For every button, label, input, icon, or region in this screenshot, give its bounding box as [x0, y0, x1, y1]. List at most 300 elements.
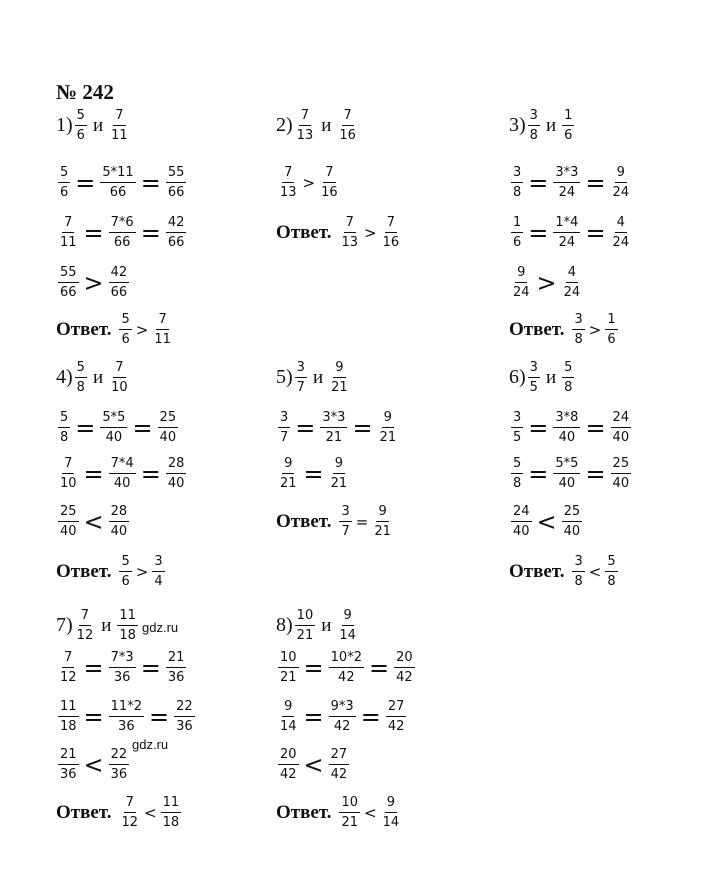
fraction-denominator: 42 — [338, 670, 355, 685]
fraction-denominator: 36 — [176, 719, 193, 734]
fraction-numerator: 22 — [109, 747, 130, 765]
fraction — [329, 650, 364, 685]
comparison-sign: = — [303, 459, 324, 488]
fraction-numerator: 22 — [174, 699, 195, 717]
fraction-numerator: 7 — [62, 215, 74, 233]
comparison-sign: = — [355, 512, 369, 531]
fraction-denominator: 21 — [374, 524, 391, 539]
fraction-numerator: 10 — [339, 795, 360, 813]
comparison-sign: > — [135, 562, 149, 581]
fraction-denominator: 8 — [513, 476, 522, 491]
fraction-numerator: 25 — [562, 504, 583, 522]
fraction-numerator: 4 — [615, 215, 627, 233]
problem-number: 2) — [276, 114, 293, 136]
fraction — [152, 554, 164, 589]
operator-sign: = — [528, 413, 549, 442]
fraction-denominator: 14 — [280, 719, 297, 734]
operator-sign: = — [148, 702, 170, 731]
problem-number: 5) — [276, 366, 293, 388]
answer-row-p3 — [509, 312, 620, 347]
fraction-denominator: 12 — [76, 628, 94, 643]
fraction — [100, 410, 127, 445]
fraction-denominator: 5 — [529, 380, 538, 395]
reduction-row-p8 — [276, 650, 417, 685]
fraction-numerator: 42 — [109, 265, 130, 283]
comparison-sign: < — [588, 562, 602, 581]
fraction-denominator: 16 — [339, 128, 356, 143]
fraction — [528, 108, 540, 143]
fraction-denominator: 21 — [280, 670, 297, 685]
operator-sign: = — [83, 702, 104, 731]
page-title: № 242 — [56, 80, 114, 104]
fraction — [562, 360, 574, 395]
fraction — [109, 108, 130, 143]
problem-number: 6) — [509, 366, 526, 388]
fraction-numerator: 7 — [156, 312, 168, 330]
fraction-denominator: 66 — [109, 185, 127, 200]
fraction-denominator: 7 — [280, 430, 289, 445]
fraction — [119, 312, 131, 347]
fraction-numerator: 24 — [611, 410, 632, 428]
fraction — [319, 165, 340, 200]
fraction — [562, 265, 583, 300]
fraction — [553, 215, 580, 250]
fraction-numerator: 1*4 — [553, 215, 580, 233]
answer-row-p6 — [509, 554, 620, 589]
comparison-row-p8 — [276, 747, 351, 782]
fraction-denominator: 42 — [387, 719, 405, 734]
fraction-denominator: 4 — [154, 574, 163, 589]
fraction-denominator: 12 — [121, 815, 139, 830]
answer-row-p8 — [276, 795, 403, 830]
comparison-sign: < — [536, 507, 557, 536]
fraction-denominator: 66 — [167, 185, 185, 200]
fraction-numerator: 7*6 — [109, 215, 136, 233]
fraction — [511, 215, 523, 250]
fraction-numerator: 7*3 — [109, 650, 136, 668]
fraction-denominator: 66 — [113, 235, 131, 250]
fraction — [109, 747, 130, 782]
reduction-row-p3 — [509, 165, 633, 200]
problem-header-p4 — [56, 360, 132, 395]
comparison-sign: > — [536, 268, 557, 297]
fraction-denominator: 16 — [321, 185, 338, 200]
fraction-denominator: 40 — [105, 430, 123, 445]
comparison-sign: > — [588, 320, 602, 339]
fraction — [329, 360, 350, 395]
fraction-denominator: 6 — [564, 128, 573, 143]
fraction — [109, 456, 136, 491]
fraction-numerator: 7 — [282, 165, 294, 183]
fraction-denominator: 6 — [121, 574, 130, 589]
operator-sign: = — [352, 413, 373, 442]
fraction-numerator: 5 — [75, 108, 87, 126]
problem-header-p8 — [276, 608, 360, 643]
fraction-numerator: 7 — [299, 108, 311, 126]
fraction — [119, 795, 140, 830]
fraction — [511, 265, 532, 300]
fraction — [572, 312, 584, 347]
comparison-row-p1 — [56, 265, 131, 300]
comparison-sign: < — [83, 750, 104, 779]
fraction-numerator: 27 — [386, 699, 407, 717]
operator-sign: = — [140, 168, 161, 197]
fraction — [58, 165, 70, 200]
fraction-numerator: 9 — [282, 456, 294, 474]
fraction — [329, 456, 350, 491]
fraction — [381, 795, 402, 830]
fraction — [58, 456, 79, 491]
fraction — [386, 699, 407, 734]
fraction-denominator: 42 — [330, 767, 348, 782]
comparison-row-p4 — [56, 504, 131, 539]
fraction-denominator: 36 — [60, 767, 77, 782]
reduction-row-p3 — [509, 215, 633, 250]
fraction-numerator: 11 — [117, 608, 138, 626]
fraction-denominator: 8 — [574, 574, 583, 589]
fraction-numerator: 42 — [166, 215, 187, 233]
fraction — [166, 456, 187, 491]
fraction — [381, 215, 402, 250]
fraction-denominator: 21 — [330, 476, 348, 491]
operator-sign: = — [303, 653, 324, 682]
fraction — [166, 215, 187, 250]
fraction — [295, 360, 307, 395]
reduction-row-p1 — [56, 215, 188, 250]
watermark: gdz.ru — [142, 620, 179, 635]
fraction-denominator: 18 — [119, 628, 136, 643]
fraction-denominator: 13 — [280, 185, 297, 200]
fraction — [58, 504, 79, 539]
fraction — [337, 608, 358, 643]
fraction-numerator: 5 — [119, 554, 131, 572]
fraction — [278, 747, 299, 782]
fraction — [58, 699, 79, 734]
fraction-denominator: 6 — [513, 235, 522, 250]
fraction-numerator: 9 — [333, 360, 345, 378]
fraction — [109, 504, 130, 539]
fraction-denominator: 40 — [110, 524, 128, 539]
fraction-numerator: 7 — [323, 165, 335, 183]
operator-sign: = — [140, 459, 161, 488]
fraction-denominator: 8 — [529, 128, 538, 143]
fraction-denominator: 21 — [379, 430, 397, 445]
fraction — [553, 456, 580, 491]
fraction — [339, 215, 360, 250]
fraction-denominator: 12 — [60, 670, 77, 685]
fraction-denominator: 24 — [513, 285, 530, 300]
fraction — [109, 360, 130, 395]
comparison-row-p6 — [509, 504, 584, 539]
fraction-numerator: 7 — [62, 650, 74, 668]
fraction-numerator: 7 — [385, 215, 397, 233]
fraction — [339, 504, 351, 539]
comparison-row-p2 — [276, 165, 342, 200]
operator-sign: = — [295, 413, 316, 442]
comparison-row-p7 — [56, 747, 131, 782]
operator-sign: = — [83, 218, 104, 247]
operator-sign: = — [303, 702, 324, 731]
problem-header-p7 — [56, 608, 140, 643]
fraction-numerator: 24 — [511, 504, 532, 522]
fraction-numerator: 21 — [166, 650, 187, 668]
conjunction-and: и — [321, 614, 332, 636]
fraction-numerator: 3 — [572, 312, 584, 330]
fraction-denominator: 42 — [280, 767, 297, 782]
comparison-sign: > — [83, 268, 104, 297]
fraction-numerator: 9 — [282, 699, 294, 717]
fraction — [166, 165, 187, 200]
fraction — [562, 108, 574, 143]
comparison-sign: < — [303, 750, 324, 779]
fraction-numerator: 7 — [113, 360, 125, 378]
fraction — [278, 456, 299, 491]
problem-number: 1) — [56, 114, 73, 136]
fraction-numerator: 3 — [339, 504, 351, 522]
fraction — [605, 554, 617, 589]
fraction-numerator: 10*2 — [329, 650, 364, 668]
answer-label: Ответ. — [276, 510, 332, 532]
fraction — [511, 165, 523, 200]
answer-row-p2 — [276, 215, 403, 250]
comparison-sign: > — [364, 223, 377, 242]
fraction — [329, 747, 350, 782]
comparison-sign: < — [144, 803, 157, 822]
fraction — [295, 608, 316, 643]
operator-sign: = — [360, 702, 381, 731]
fraction-numerator: 5*5 — [100, 410, 127, 428]
fraction-denominator: 6 — [121, 332, 130, 347]
reduction-row-p6 — [509, 456, 633, 491]
comparison-row-p5 — [276, 456, 351, 491]
fraction-numerator: 1 — [562, 108, 574, 126]
fraction — [109, 215, 136, 250]
comparison-sign: > — [302, 173, 316, 192]
fraction — [562, 504, 583, 539]
fraction-denominator: 13 — [296, 128, 314, 143]
comparison-row-p3 — [509, 265, 584, 300]
fraction-numerator: 7 — [62, 456, 74, 474]
operator-sign: = — [585, 218, 606, 247]
fraction-denominator: 40 — [558, 430, 576, 445]
fraction — [58, 747, 79, 782]
fraction-numerator: 7 — [344, 215, 356, 233]
conjunction-and: и — [321, 114, 332, 136]
fraction — [58, 650, 79, 685]
fraction-denominator: 6 — [60, 185, 69, 200]
fraction — [278, 650, 299, 685]
conjunction-and: и — [545, 366, 557, 388]
fraction-numerator: 10 — [295, 608, 316, 626]
fraction-denominator: 24 — [558, 235, 576, 250]
fraction-numerator: 9 — [333, 456, 345, 474]
fraction-denominator: 10 — [111, 380, 128, 395]
fraction-numerator: 3 — [295, 360, 307, 378]
operator-sign: = — [83, 459, 104, 488]
fraction-denominator: 6 — [76, 128, 85, 143]
fraction — [109, 699, 144, 734]
fraction-numerator: 9 — [385, 795, 397, 813]
fraction-denominator: 40 — [612, 430, 630, 445]
fraction-denominator: 40 — [167, 476, 185, 491]
fraction-numerator: 11 — [58, 699, 79, 717]
reduction-row-p4 — [56, 456, 188, 491]
fraction-denominator: 40 — [113, 476, 131, 491]
fraction — [152, 312, 173, 347]
fraction-denominator: 18 — [162, 815, 180, 830]
operator-sign: = — [528, 459, 549, 488]
fraction-denominator: 40 — [159, 430, 177, 445]
fraction — [278, 699, 299, 734]
problem-number: 3) — [509, 114, 526, 136]
fraction — [75, 608, 96, 643]
reduction-row-p8 — [276, 699, 408, 734]
conjunction-and: и — [312, 366, 324, 388]
fraction — [611, 456, 632, 491]
operator-sign: = — [140, 218, 161, 247]
problem-number: 7) — [56, 614, 73, 636]
reduction-row-p7 — [56, 699, 197, 734]
fraction-denominator: 11 — [111, 128, 128, 143]
fraction-numerator: 5 — [58, 165, 70, 183]
fraction-denominator: 14 — [382, 815, 400, 830]
fraction — [119, 554, 131, 589]
fraction-numerator: 3*8 — [553, 410, 580, 428]
problem-header-p2 — [276, 108, 360, 143]
fraction-numerator: 5 — [75, 360, 87, 378]
fraction — [100, 165, 135, 200]
fraction — [109, 650, 136, 685]
fraction — [278, 165, 299, 200]
fraction — [58, 265, 79, 300]
answer-row-p4 — [56, 554, 167, 589]
fraction-numerator: 3 — [152, 554, 164, 572]
fraction-denominator: 11 — [154, 332, 171, 347]
fraction-numerator: 7 — [342, 108, 354, 126]
fraction-numerator: 11*2 — [109, 699, 144, 717]
fraction — [605, 312, 617, 347]
fraction-denominator: 6 — [607, 332, 616, 347]
fraction-numerator: 3*3 — [320, 410, 347, 428]
fraction-numerator: 20 — [278, 747, 299, 765]
reduction-row-p6 — [509, 410, 633, 445]
operator-sign: = — [140, 653, 161, 682]
fraction-denominator: 21 — [325, 430, 343, 445]
fraction-numerator: 5 — [562, 360, 574, 378]
fraction-numerator: 1 — [511, 215, 523, 233]
fraction-numerator: 3 — [511, 165, 523, 183]
fraction-numerator: 7*4 — [109, 456, 136, 474]
fraction — [528, 360, 540, 395]
problem-header-p6 — [509, 360, 576, 395]
conjunction-and: и — [92, 366, 104, 388]
operator-sign: = — [585, 168, 606, 197]
fraction-numerator: 21 — [58, 747, 79, 765]
answer-row-p5 — [276, 504, 395, 539]
fraction — [278, 410, 290, 445]
fraction-denominator: 36 — [110, 767, 128, 782]
fraction-numerator: 5 — [511, 456, 523, 474]
fraction-numerator: 11 — [161, 795, 182, 813]
operator-sign: = — [528, 218, 549, 247]
fraction-denominator: 8 — [607, 574, 616, 589]
fraction-numerator: 28 — [109, 504, 130, 522]
fraction — [161, 795, 182, 830]
operator-sign: = — [368, 653, 390, 682]
fraction — [58, 410, 70, 445]
fraction — [109, 265, 130, 300]
fraction-numerator: 3 — [511, 410, 523, 428]
operator-sign: = — [75, 413, 96, 442]
fraction-numerator: 9 — [515, 265, 527, 283]
fraction-denominator: 8 — [76, 380, 85, 395]
comparison-sign: < — [364, 803, 377, 822]
fraction-numerator: 5 — [119, 312, 131, 330]
answer-label: Ответ. — [276, 221, 332, 243]
reduction-row-p7 — [56, 650, 188, 685]
comparison-sign: > — [135, 320, 149, 339]
fraction-denominator: 40 — [558, 476, 576, 491]
fraction-numerator: 3*3 — [553, 165, 580, 183]
fraction-denominator: 40 — [563, 524, 581, 539]
fraction — [75, 360, 87, 395]
answer-row-p1 — [56, 312, 175, 347]
fraction — [75, 108, 87, 143]
fraction — [339, 795, 360, 830]
reduction-row-p4 — [56, 410, 180, 445]
fraction — [337, 108, 358, 143]
fraction — [320, 410, 347, 445]
answer-label: Ответ. — [509, 560, 565, 582]
fraction-denominator: 10 — [60, 476, 77, 491]
fraction — [611, 410, 632, 445]
answer-label: Ответ. — [276, 801, 332, 823]
fraction-denominator: 8 — [513, 185, 522, 200]
problem-header-p3 — [509, 108, 576, 143]
fraction — [611, 215, 632, 250]
fraction-denominator: 40 — [60, 524, 77, 539]
fraction-denominator: 24 — [612, 185, 630, 200]
fraction-denominator: 66 — [110, 285, 128, 300]
fraction-denominator: 8 — [60, 430, 69, 445]
fraction-denominator: 8 — [564, 380, 573, 395]
fraction-numerator: 25 — [611, 456, 632, 474]
fraction-numerator: 7 — [113, 108, 125, 126]
fraction — [372, 504, 393, 539]
fraction — [511, 456, 523, 491]
operator-sign: = — [75, 168, 96, 197]
fraction-denominator: 40 — [513, 524, 530, 539]
conjunction-and: и — [92, 114, 104, 136]
fraction-numerator: 55 — [58, 265, 79, 283]
fraction-denominator: 21 — [280, 476, 297, 491]
fraction-numerator: 7 — [124, 795, 136, 813]
operator-sign: = — [132, 413, 153, 442]
fraction-numerator: 7 — [79, 608, 91, 626]
fraction — [174, 699, 195, 734]
fraction-numerator: 55 — [166, 165, 187, 183]
comparison-sign: < — [83, 507, 104, 536]
fraction-numerator: 3 — [278, 410, 290, 428]
fraction — [553, 165, 580, 200]
fraction-numerator: 27 — [329, 747, 350, 765]
operator-sign: = — [585, 413, 606, 442]
fraction — [394, 650, 415, 685]
fraction-numerator: 3 — [572, 554, 584, 572]
fraction-denominator: 21 — [296, 628, 314, 643]
reduction-row-p5 — [276, 410, 400, 445]
fraction-numerator: 4 — [566, 265, 578, 283]
